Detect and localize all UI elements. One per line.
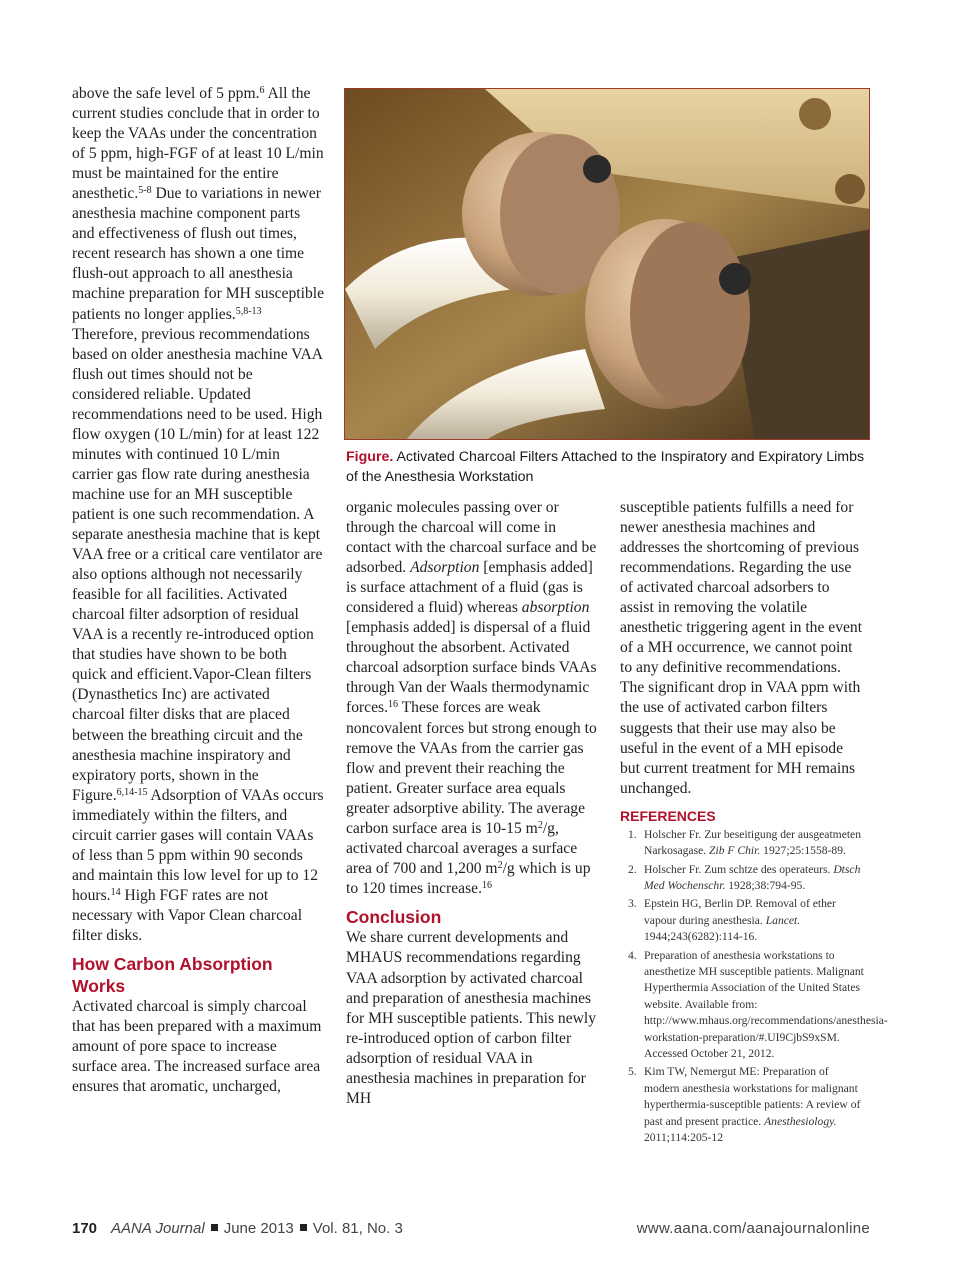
reference-item: 5. Kim TW, Nemergut ME: Preparation of modern anesthesia workstations for malignant hyperthermia-susceptible patients: A review of past and present practice. Anesthesiology. 2011;114:205-12 — [628, 1065, 861, 1145]
reference-item: 4. Preparation of anesthesia workstations to anesthetize MH susceptible patients. Malignant Hyperthermia Association of the United States website. Available from: http://www.mhaus.org/recommendations/anesthesia-workstation-preparation/#.UI9CjbS9xSM. Accessed October 21, 2012. — [628, 948, 888, 1060]
body-paragraph: organic molecules passing over or through the charcoal will come in contact with the charcoal surface and be adsorbed. Adsorption [emphasis added] is surface attachment of a fluid (gas is considered a fluid) whereas absorption [emphasis added] is dispersal of a fluid throughout the absorbent. Activated charcoal adsorption surface binds VAAs through Van der Waals thermodynamic forces.$^{16}$ These forces are weak noncovalent forces but strong enough to remove the VAAs from the carrier gas flow and prevent their reaching the patient. Greater surface area equals greater adsorptive ability. The average carbon surface area is 10-15 $m^2/g$, activated charcoal averages a surface area of 700 and 1,200 $m^2/g$ which is up to 120 times increase.$^{16}$ — [346, 499, 597, 897]
body-paragraph: above the safe level of 5 ppm.$^6$ All the current studies conclude that in order to keep the VAAs under the concentration of 5 ppm, high-FGF of at least 10 L/min must be maintained for the entire anesthetic.$^{5-8}$ Due to variations in newer anesthesia machine component parts and effectiveness of flush out times, recent research has shown a one time flush-out approach to all anesthesia machine preparation for MH susceptible patients no longer applies.$^{5,8-13}$ Therefore, previous recommendations based on older anesthesia machine VAA flush out times should not be considered reliable. Updated recommendations need to be used. High flow oxygen (10 L/min) for at least 122 minutes with continued 10 L/min carrier gas flow rate during anesthesia machine use for an MH susceptible patient is one such recommendation. A separate anesthesia machine that is kept VAA free or a critical care ventilator are also options although not necessarily feasible for all facilities. Activated charcoal filter adsorption of residual VAA is a recently re-introduced option that studies have shown to be both quick and efficient.Vapor-Clean filters (Dynasthetics Inc) are activated charcoal filter disks that are placed between the breathing circuit and the anesthesia machine inspiratory and expiratory ports, shown in the Figure.$^{6,14-15}$ Adsorption of VAAs occurs immediately within the filters, and circuit carrier gases will contain VAAs of less than 5 ppm within 90 seconds and maintain this low level for up to 12 hours.$^{14}$ High FGF rates are not necessary with Vapor Clean charcoal filter disks. — [72, 85, 325, 944]
body-paragraph: susceptible patients fulfills a need for newer anesthesia machines and addresses the shortcoming of previous recommendations. Regarding the use of activated charcoal adsorbers to assist in removing the volatile anesthetic triggering agent in the event of a MH occurrence, we cannot point to any definitive recommendations. The significant drop in VAA ppm with the use of activated carbon filters suggests that their use may also be useful in the event of a MH episode but current treatment for MH remains unchanged. — [620, 499, 863, 797]
page-number: 170 — [72, 1220, 98, 1237]
reference-item: 2. Holscher Fr. Zum schtze des operateurs. Dtsch Med Wochenschr. 1928;38:794-95. — [628, 862, 861, 892]
section-heading-carbon-absorption: How Carbon Absorption Works — [72, 954, 273, 996]
figure-label: Figure. — [346, 449, 394, 465]
unit-superscript: 2 — [497, 859, 503, 871]
reference-item: 3. Epstein HG, Berlin DP. Removal of ether vapour during anesthesia. Lancet. 1944;243(6282):114-16. — [628, 897, 836, 944]
section-heading-conclusion: Conclusion — [346, 906, 442, 927]
citation-superscript: 14 — [110, 886, 121, 898]
citation-superscript: 5-8 — [138, 185, 152, 197]
figure-caption — [346, 448, 868, 487]
citation-superscript: 6 — [259, 85, 265, 96]
unit-superscript: 2 — [537, 819, 543, 831]
references-heading: REFERENCES — [620, 807, 716, 824]
reference-list — [620, 827, 888, 1147]
reference-item: 1. Holscher Fr. Zur beseitigung der ausgeatmeten Narkosagase. Zib F Chir. 1927;25:1558-89. — [628, 827, 861, 858]
text-column-right — [620, 498, 888, 1148]
issue-date: June 2013 — [223, 1220, 294, 1237]
volume-number: Vol. 81, No. 3 — [312, 1220, 403, 1237]
page-footer — [72, 1220, 870, 1242]
citation-superscript: 6,14-15 — [116, 786, 148, 798]
separator-square-icon — [211, 1224, 218, 1231]
body-paragraph: Activated charcoal is simply charcoal that has been prepared with a maximum amount of pore space to increase surface area. The increased surface area ensures that aromatic, uncharged, — [72, 998, 322, 1096]
citation-superscript: 5,8-13 — [235, 305, 262, 317]
text-column-left — [72, 84, 324, 1097]
citation-superscript: 16 — [388, 699, 398, 711]
journal-url: www.aana.com/aanajournalonline — [636, 1220, 870, 1237]
text-column-middle — [346, 498, 598, 1109]
figure-photo-charcoal-filters — [344, 88, 870, 440]
figure-caption-text: Activated Charcoal Filters Attached to the Inspiratory and Expiratory Limbs of the Anesthesia Workstation — [346, 449, 865, 485]
separator-square-icon — [300, 1224, 307, 1231]
citation-superscript: 16 — [481, 879, 492, 891]
journal-name: AANA Journal — [111, 1220, 205, 1237]
body-paragraph: We share current developments and MHAUS recommendations regarding VAA adsorption by activated charcoal and preparation of anesthesia machines for MH susceptible patients. This newly re-introduced option of carbon filter adsorption of residual VAA in anesthesia machines in preparation for MH — [346, 929, 597, 1107]
